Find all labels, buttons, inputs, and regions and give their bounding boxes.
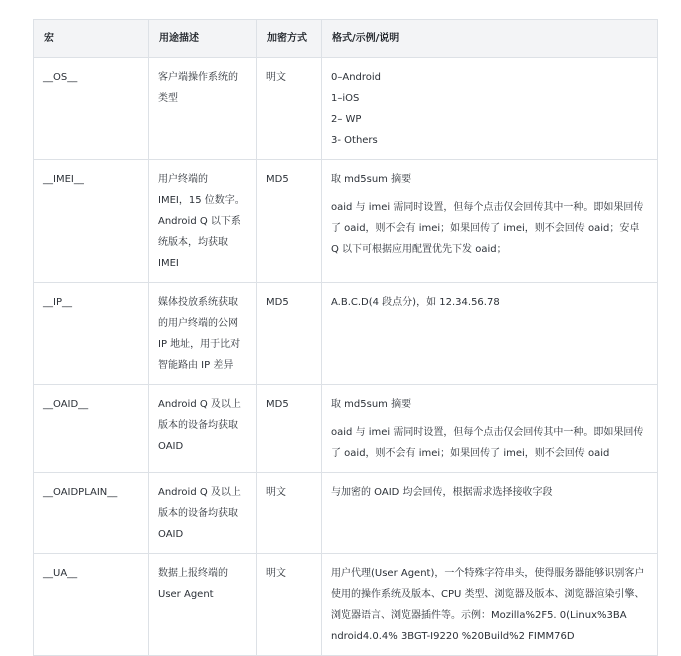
description-line: 智能路由 IP 差异	[158, 360, 234, 371]
encryption-cell: MD5	[257, 283, 322, 385]
macro-cell: __IP__	[34, 283, 149, 385]
encryption-cell: MD5	[257, 160, 322, 283]
description-line: 的用户终端的公网	[158, 318, 238, 329]
description-line: IMEI，15 位数字。	[158, 195, 245, 206]
notes-cell	[322, 160, 658, 283]
header-macro: 宏	[34, 20, 149, 58]
header-description: 用途描述	[149, 20, 257, 58]
description-line: OAID	[158, 441, 184, 452]
description-line: Android Q 及以上	[158, 399, 241, 410]
table-row	[34, 554, 658, 656]
notes-line: 0–Android	[331, 72, 382, 83]
notes-line: A.B.C.D(4 段点分)，如 12.34.56.78	[331, 297, 500, 308]
notes-cell	[322, 283, 658, 385]
header-encryption: 加密方式	[257, 20, 322, 58]
header-format-notes: 格式/示例/说明	[322, 20, 658, 58]
description-line: IMEI	[158, 258, 179, 269]
description-line: Android Q 及以上	[158, 487, 241, 498]
macro-cell: __IMEI__	[34, 160, 149, 283]
encryption-cell: 明文	[257, 58, 322, 160]
notes-paragraph	[331, 169, 648, 190]
notes-line: 2– WP	[331, 114, 362, 125]
table-header-row	[34, 20, 658, 58]
notes-line: 使用的操作系统及版本、CPU 类型、浏览器及版本、浏览器渲染引擎、	[331, 589, 645, 600]
macro-table	[33, 19, 658, 656]
notes-line: oaid 与 imei 需同时设置，但每个点击仅会回传其中一种。即如果回传	[331, 427, 644, 438]
table-row	[34, 160, 658, 283]
encryption-cell: 明文	[257, 554, 322, 656]
notes-line: 取 md5sum 摘要	[331, 174, 412, 185]
table-row	[34, 473, 658, 554]
macro-cell: __OAID__	[34, 385, 149, 473]
description-cell	[149, 385, 257, 473]
description-line: 媒体投放系统获取	[158, 297, 238, 308]
description-cell	[149, 283, 257, 385]
notes-paragraph	[331, 563, 648, 647]
description-line: 客户端操作系统的	[158, 72, 238, 83]
notes-line: 与加密的 OAID 均会回传，根据需求选择接收字段	[331, 487, 553, 498]
macro-cell: __UA__	[34, 554, 149, 656]
notes-cell	[322, 58, 658, 160]
description-cell	[149, 58, 257, 160]
notes-cell	[322, 473, 658, 554]
notes-paragraph	[331, 482, 648, 503]
notes-line: oaid 与 imei 需同时设置，但每个点击仅会回传其中一种。即如果回传	[331, 202, 644, 213]
description-line: User Agent	[158, 589, 214, 600]
notes-line: 浏览器语言、浏览器插件等。示例：Mozilla%2F5. 0(Linux%3BA	[331, 610, 627, 621]
notes-paragraph	[331, 292, 648, 313]
description-line: 统版本，均获取	[158, 237, 228, 248]
macro-cell: __OS__	[34, 58, 149, 160]
notes-cell	[322, 554, 658, 656]
description-cell	[149, 473, 257, 554]
description-cell	[149, 160, 257, 283]
notes-line: 用户代理(User Agent)，一个特殊字符串头，使得服务器能够识别客户	[331, 568, 645, 579]
table-row	[34, 385, 658, 473]
description-cell	[149, 554, 257, 656]
description-line: OAID	[158, 529, 184, 540]
notes-line: 取 md5sum 摘要	[331, 399, 412, 410]
notes-paragraph	[331, 197, 648, 260]
description-line: 版本的设备均获取	[158, 508, 238, 519]
notes-paragraph	[331, 394, 648, 415]
description-line: Android Q 以下系	[158, 216, 241, 227]
notes-cell	[322, 385, 658, 473]
notes-line: Q 以下可根据应用配置优先下发 oaid；	[331, 244, 507, 255]
notes-line: ndroid4.0.4% 3BGT-I9220 %20Build%2 FIMM76D	[331, 631, 575, 642]
notes-line: 3- Others	[331, 135, 378, 146]
encryption-cell: MD5	[257, 385, 322, 473]
description-line: 数据上报终端的	[158, 568, 228, 579]
notes-line: 了 oaid，则不会有 imei；如果回传了 imei，则不会回传 oaid；安卓	[331, 223, 640, 234]
description-line: 类型	[158, 93, 178, 104]
description-line: 用户终端的	[158, 174, 208, 185]
notes-line: 了 oaid，则不会有 imei；如果回传了 imei，则不会回传 oaid	[331, 448, 610, 459]
notes-paragraph	[331, 422, 648, 464]
description-line: IP 地址，用于比对	[158, 339, 241, 350]
table-row	[34, 58, 658, 160]
macro-cell: __OAIDPLAIN__	[34, 473, 149, 554]
description-line: 版本的设备均获取	[158, 420, 238, 431]
notes-line: 1–iOS	[331, 93, 360, 104]
encryption-cell: 明文	[257, 473, 322, 554]
notes-paragraph	[331, 67, 648, 151]
table-row	[34, 283, 658, 385]
